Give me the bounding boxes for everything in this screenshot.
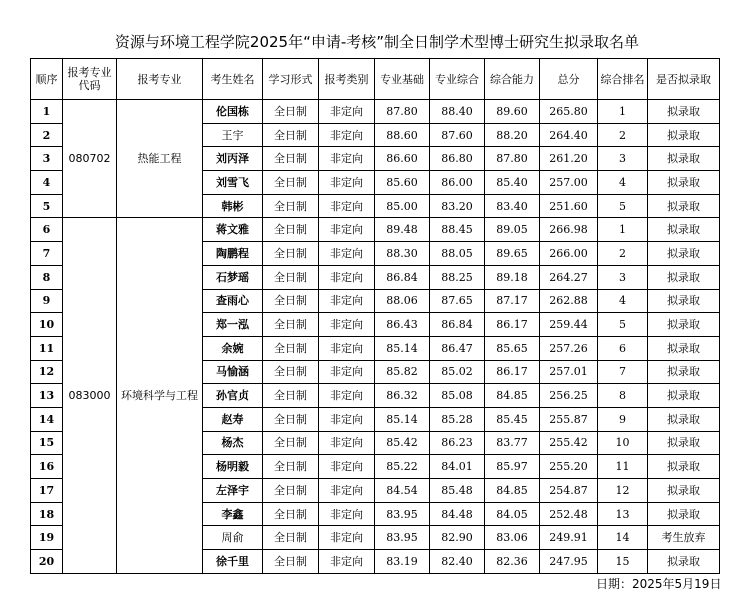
decision-cell: 拟录取	[648, 171, 720, 195]
seq-cell: 18	[31, 502, 63, 526]
seq-cell: 11	[31, 336, 63, 360]
candidate-name-cell: 余婉	[203, 336, 263, 360]
study-mode-cell: 全日制	[263, 526, 319, 550]
study-mode-cell: 全日制	[263, 455, 319, 479]
decision-cell: 拟录取	[648, 407, 720, 431]
rank-cell: 12	[598, 479, 648, 503]
candidate-name-cell: 赵寿	[203, 407, 263, 431]
decision-cell: 拟录取	[648, 479, 720, 503]
total-score-cell: 255.87	[540, 407, 598, 431]
admission-table	[30, 58, 720, 574]
score-basic-cell: 89.48	[375, 218, 430, 242]
score-comprehensive-cell: 85.48	[430, 479, 485, 503]
score-ability-cell: 84.85	[485, 384, 540, 408]
total-score-cell: 251.60	[540, 194, 598, 218]
major-code-cell: 083000	[63, 218, 117, 573]
header-cell: 学习形式	[263, 59, 319, 100]
score-basic-cell: 86.43	[375, 313, 430, 337]
decision-cell: 拟录取	[648, 455, 720, 479]
score-ability-cell: 82.36	[485, 550, 540, 574]
candidate-name-cell: 马愉涵	[203, 360, 263, 384]
score-basic-cell: 85.22	[375, 455, 430, 479]
score-comprehensive-cell: 87.60	[430, 123, 485, 147]
score-basic-cell: 85.42	[375, 431, 430, 455]
seq-cell: 14	[31, 407, 63, 431]
header-cell: 报考专业代码	[63, 59, 117, 100]
total-score-cell: 264.27	[540, 265, 598, 289]
candidate-name-cell: 孙官贞	[203, 384, 263, 408]
decision-cell: 拟录取	[648, 147, 720, 171]
header-cell: 总分	[540, 59, 598, 100]
header-cell: 专业综合	[430, 59, 485, 100]
major-code-cell: 080702	[63, 100, 117, 218]
score-comprehensive-cell: 85.02	[430, 360, 485, 384]
category-cell: 非定向	[319, 265, 375, 289]
seq-cell: 12	[31, 360, 63, 384]
score-basic-cell: 87.80	[375, 100, 430, 124]
score-comprehensive-cell: 85.08	[430, 384, 485, 408]
study-mode-cell: 全日制	[263, 218, 319, 242]
score-basic-cell: 85.82	[375, 360, 430, 384]
total-score-cell: 255.42	[540, 431, 598, 455]
study-mode-cell: 全日制	[263, 431, 319, 455]
score-ability-cell: 83.06	[485, 526, 540, 550]
score-ability-cell: 85.97	[485, 455, 540, 479]
category-cell: 非定向	[319, 455, 375, 479]
score-basic-cell: 85.14	[375, 407, 430, 431]
score-comprehensive-cell: 88.25	[430, 265, 485, 289]
score-ability-cell: 87.80	[485, 147, 540, 171]
total-score-cell: 256.25	[540, 384, 598, 408]
header-cell: 报考专业	[117, 59, 203, 100]
total-score-cell: 249.91	[540, 526, 598, 550]
category-cell: 非定向	[319, 526, 375, 550]
total-score-cell: 257.01	[540, 360, 598, 384]
candidate-name-cell: 陶鹏程	[203, 242, 263, 266]
seq-cell: 4	[31, 171, 63, 195]
total-score-cell: 259.44	[540, 313, 598, 337]
total-score-cell: 247.95	[540, 550, 598, 574]
study-mode-cell: 全日制	[263, 407, 319, 431]
score-comprehensive-cell: 86.80	[430, 147, 485, 171]
decision-cell: 拟录取	[648, 336, 720, 360]
table-row	[31, 100, 720, 124]
score-ability-cell: 84.85	[485, 479, 540, 503]
study-mode-cell: 全日制	[263, 123, 319, 147]
category-cell: 非定向	[319, 100, 375, 124]
score-ability-cell: 89.18	[485, 265, 540, 289]
category-cell: 非定向	[319, 431, 375, 455]
candidate-name-cell: 杨明毅	[203, 455, 263, 479]
score-ability-cell: 87.17	[485, 289, 540, 313]
candidate-name-cell: 伦国栋	[203, 100, 263, 124]
study-mode-cell: 全日制	[263, 360, 319, 384]
candidate-name-cell: 刘雪飞	[203, 171, 263, 195]
category-cell: 非定向	[319, 407, 375, 431]
seq-cell: 19	[31, 526, 63, 550]
score-basic-cell: 85.60	[375, 171, 430, 195]
table-row	[31, 218, 720, 242]
score-comprehensive-cell: 88.40	[430, 100, 485, 124]
total-score-cell: 257.00	[540, 171, 598, 195]
rank-cell: 3	[598, 265, 648, 289]
study-mode-cell: 全日制	[263, 502, 319, 526]
score-basic-cell: 88.60	[375, 123, 430, 147]
score-comprehensive-cell: 84.01	[430, 455, 485, 479]
score-basic-cell: 88.30	[375, 242, 430, 266]
rank-cell: 1	[598, 218, 648, 242]
seq-cell: 13	[31, 384, 63, 408]
header-cell: 考生姓名	[203, 59, 263, 100]
study-mode-cell: 全日制	[263, 336, 319, 360]
score-ability-cell: 85.45	[485, 407, 540, 431]
major-name-cell: 热能工程	[117, 100, 203, 218]
score-comprehensive-cell: 84.48	[430, 502, 485, 526]
footer-date: 日期：2025年5月19日	[596, 577, 722, 591]
header-cell: 顺序	[31, 59, 63, 100]
score-ability-cell: 89.60	[485, 100, 540, 124]
seq-cell: 8	[31, 265, 63, 289]
candidate-name-cell: 王宇	[203, 123, 263, 147]
candidate-name-cell: 查雨心	[203, 289, 263, 313]
seq-cell: 17	[31, 479, 63, 503]
study-mode-cell: 全日制	[263, 171, 319, 195]
category-cell: 非定向	[319, 289, 375, 313]
seq-cell: 10	[31, 313, 63, 337]
study-mode-cell: 全日制	[263, 147, 319, 171]
category-cell: 非定向	[319, 313, 375, 337]
score-basic-cell: 88.06	[375, 289, 430, 313]
candidate-name-cell: 李鑫	[203, 502, 263, 526]
rank-cell: 5	[598, 313, 648, 337]
score-ability-cell: 88.20	[485, 123, 540, 147]
category-cell: 非定向	[319, 384, 375, 408]
header-cell: 综合排名	[598, 59, 648, 100]
decision-cell: 拟录取	[648, 218, 720, 242]
rank-cell: 11	[598, 455, 648, 479]
decision-cell: 拟录取	[648, 265, 720, 289]
rank-cell: 3	[598, 147, 648, 171]
total-score-cell: 266.98	[540, 218, 598, 242]
decision-cell: 拟录取	[648, 313, 720, 337]
document-title: 资源与环境工程学院2025年“申请-考核”制全日制学术型博士研究生拟录取名单	[114, 33, 640, 51]
rank-cell: 5	[598, 194, 648, 218]
decision-cell: 拟录取	[648, 194, 720, 218]
header-row	[31, 59, 720, 100]
candidate-name-cell: 郑一泓	[203, 313, 263, 337]
score-comprehensive-cell: 86.00	[430, 171, 485, 195]
score-ability-cell: 86.17	[485, 360, 540, 384]
study-mode-cell: 全日制	[263, 384, 319, 408]
score-comprehensive-cell: 86.23	[430, 431, 485, 455]
score-basic-cell: 83.95	[375, 502, 430, 526]
study-mode-cell: 全日制	[263, 242, 319, 266]
score-ability-cell: 89.65	[485, 242, 540, 266]
seq-cell: 2	[31, 123, 63, 147]
total-score-cell: 252.48	[540, 502, 598, 526]
seq-cell: 9	[31, 289, 63, 313]
score-comprehensive-cell: 82.40	[430, 550, 485, 574]
seq-cell: 3	[31, 147, 63, 171]
study-mode-cell: 全日制	[263, 550, 319, 574]
study-mode-cell: 全日制	[263, 194, 319, 218]
study-mode-cell: 全日制	[263, 100, 319, 124]
total-score-cell: 254.87	[540, 479, 598, 503]
header-cell: 专业基础	[375, 59, 430, 100]
candidate-name-cell: 刘丙泽	[203, 147, 263, 171]
score-basic-cell: 85.00	[375, 194, 430, 218]
decision-cell: 拟录取	[648, 242, 720, 266]
seq-cell: 1	[31, 100, 63, 124]
study-mode-cell: 全日制	[263, 265, 319, 289]
score-comprehensive-cell: 88.05	[430, 242, 485, 266]
category-cell: 非定向	[319, 194, 375, 218]
category-cell: 非定向	[319, 479, 375, 503]
decision-cell: 考生放弃	[648, 526, 720, 550]
category-cell: 非定向	[319, 502, 375, 526]
score-ability-cell: 85.65	[485, 336, 540, 360]
score-comprehensive-cell: 82.90	[430, 526, 485, 550]
header-cell: 报考类别	[319, 59, 375, 100]
decision-cell: 拟录取	[648, 502, 720, 526]
decision-cell: 拟录取	[648, 550, 720, 574]
seq-cell: 7	[31, 242, 63, 266]
rank-cell: 4	[598, 171, 648, 195]
decision-cell: 拟录取	[648, 360, 720, 384]
seq-cell: 15	[31, 431, 63, 455]
rank-cell: 13	[598, 502, 648, 526]
candidate-name-cell: 杨杰	[203, 431, 263, 455]
category-cell: 非定向	[319, 550, 375, 574]
score-basic-cell: 85.14	[375, 336, 430, 360]
header-cell: 是否拟录取	[648, 59, 720, 100]
category-cell: 非定向	[319, 360, 375, 384]
rank-cell: 7	[598, 360, 648, 384]
category-cell: 非定向	[319, 336, 375, 360]
seq-cell: 6	[31, 218, 63, 242]
score-basic-cell: 86.32	[375, 384, 430, 408]
rank-cell: 15	[598, 550, 648, 574]
total-score-cell: 261.20	[540, 147, 598, 171]
score-basic-cell: 83.19	[375, 550, 430, 574]
candidate-name-cell: 石梦瑶	[203, 265, 263, 289]
score-basic-cell: 86.60	[375, 147, 430, 171]
major-name-cell: 环境科学与工程	[117, 218, 203, 573]
score-ability-cell: 85.40	[485, 171, 540, 195]
rank-cell: 9	[598, 407, 648, 431]
score-basic-cell: 84.54	[375, 479, 430, 503]
candidate-name-cell: 韩彬	[203, 194, 263, 218]
score-comprehensive-cell: 85.28	[430, 407, 485, 431]
study-mode-cell: 全日制	[263, 479, 319, 503]
header-cell: 综合能力	[485, 59, 540, 100]
study-mode-cell: 全日制	[263, 289, 319, 313]
table-body	[31, 100, 720, 574]
decision-cell: 拟录取	[648, 289, 720, 313]
candidate-name-cell: 周俞	[203, 526, 263, 550]
total-score-cell: 264.40	[540, 123, 598, 147]
rank-cell: 2	[598, 123, 648, 147]
decision-cell: 拟录取	[648, 123, 720, 147]
score-basic-cell: 86.84	[375, 265, 430, 289]
score-ability-cell: 83.40	[485, 194, 540, 218]
total-score-cell: 266.00	[540, 242, 598, 266]
score-ability-cell: 89.05	[485, 218, 540, 242]
score-ability-cell: 84.05	[485, 502, 540, 526]
seq-cell: 5	[31, 194, 63, 218]
category-cell: 非定向	[319, 123, 375, 147]
total-score-cell: 265.80	[540, 100, 598, 124]
score-comprehensive-cell: 86.47	[430, 336, 485, 360]
candidate-name-cell: 蒋文雅	[203, 218, 263, 242]
candidate-name-cell: 左泽宇	[203, 479, 263, 503]
score-comprehensive-cell: 88.45	[430, 218, 485, 242]
category-cell: 非定向	[319, 147, 375, 171]
rank-cell: 6	[598, 336, 648, 360]
category-cell: 非定向	[319, 218, 375, 242]
seq-cell: 16	[31, 455, 63, 479]
score-comprehensive-cell: 83.20	[430, 194, 485, 218]
total-score-cell: 257.26	[540, 336, 598, 360]
rank-cell: 10	[598, 431, 648, 455]
decision-cell: 拟录取	[648, 384, 720, 408]
score-ability-cell: 86.17	[485, 313, 540, 337]
category-cell: 非定向	[319, 242, 375, 266]
decision-cell: 拟录取	[648, 431, 720, 455]
rank-cell: 1	[598, 100, 648, 124]
total-score-cell: 262.88	[540, 289, 598, 313]
rank-cell: 14	[598, 526, 648, 550]
rank-cell: 2	[598, 242, 648, 266]
score-comprehensive-cell: 86.84	[430, 313, 485, 337]
candidate-name-cell: 徐千里	[203, 550, 263, 574]
score-comprehensive-cell: 87.65	[430, 289, 485, 313]
study-mode-cell: 全日制	[263, 313, 319, 337]
rank-cell: 4	[598, 289, 648, 313]
seq-cell: 20	[31, 550, 63, 574]
score-basic-cell: 83.95	[375, 526, 430, 550]
rank-cell: 8	[598, 384, 648, 408]
total-score-cell: 255.20	[540, 455, 598, 479]
category-cell: 非定向	[319, 171, 375, 195]
score-ability-cell: 83.77	[485, 431, 540, 455]
decision-cell: 拟录取	[648, 100, 720, 124]
